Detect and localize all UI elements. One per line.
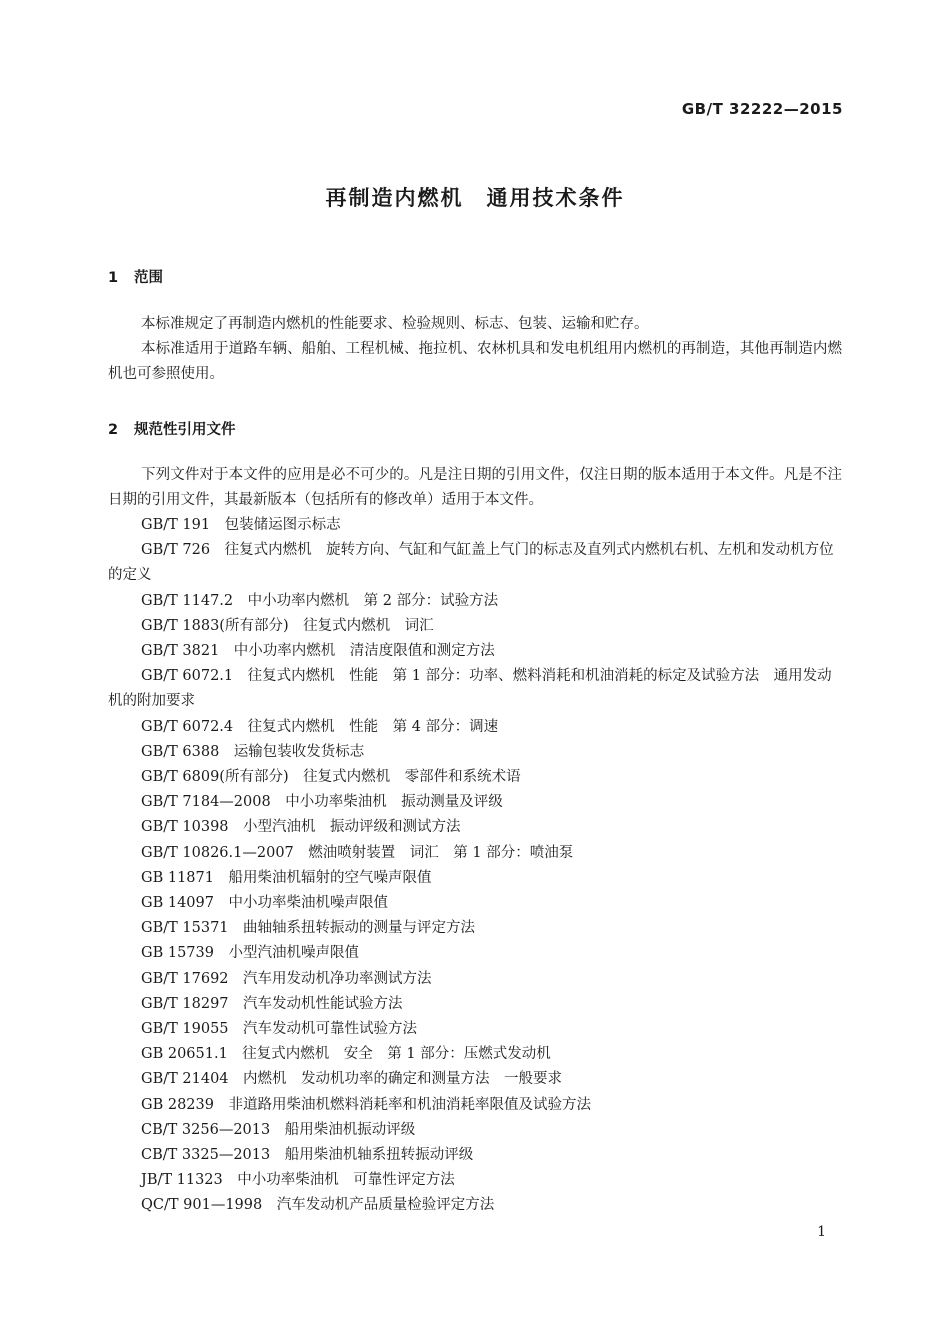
section-1-title: 范围: [134, 270, 163, 286]
reference-item: QC/T 901—1998 汽车发动机产品质量检验评定方法: [141, 1197, 495, 1214]
reference-item: CB/T 3325—2013 船用柴油机轴系扭转振动评级: [141, 1147, 474, 1164]
document-title: 再制造内燃机 通用技术条件: [325, 186, 625, 210]
reference-list: [108, 513, 842, 1219]
reference-item: GB/T 18297 汽车发动机性能试验方法: [141, 995, 403, 1012]
section-1-body: [108, 312, 842, 388]
section-2-heading: [108, 418, 236, 439]
reference-item: GB/T 726 往复式内燃机 旋转方向、气缸和气缸盖上气门的标志及直列式内燃机右机、左机和发动机方位的定义: [108, 542, 834, 584]
reference-item: GB 14097 中小功率柴油机噪声限值: [141, 895, 388, 912]
reference-item: GB/T 6388 运输包装收发货标志: [141, 743, 365, 760]
section-2-title: 规范性引用文件: [134, 422, 236, 438]
reference-item: GB/T 6072.4 往复式内燃机 性能 第 4 部分：调速: [141, 718, 499, 735]
standard-number: GB/T 32222—2015: [681, 100, 843, 118]
references-intro-paragraph: 下列文件对于本文件的应用是必不可少的。凡是注日期的引用文件，仅注日期的版本适用于本文件。凡是不注日期的引用文件，其最新版本（包括所有的修改单）适用于本文件。: [108, 467, 842, 509]
scope-paragraph-1: 本标准规定了再制造内燃机的性能要求、检验规则、标志、包装、运输和贮存。: [141, 316, 649, 332]
reference-item: GB/T 7184—2008 中小功率柴油机 振动测量及评级: [141, 794, 503, 811]
reference-item: GB 20651.1 往复式内燃机 安全 第 1 部分：压燃式发动机: [141, 1046, 551, 1063]
reference-item: CB/T 3256—2013 船用柴油机振动评级: [141, 1121, 416, 1138]
reference-item: GB/T 10398 小型汽油机 振动评级和测试方法: [141, 819, 461, 836]
reference-item: GB 15739 小型汽油机噪声限值: [141, 945, 359, 962]
reference-item: JB/T 11323 中小功率柴油机 可靠性评定方法: [141, 1172, 455, 1189]
reference-item: GB/T 1147.2 中小功率内燃机 第 2 部分：试验方法: [141, 592, 499, 609]
reference-item: GB/T 17692 汽车用发动机净功率测试方法: [141, 970, 432, 987]
reference-item: GB/T 15371 曲轴轴系扭转振动的测量与评定方法: [141, 920, 476, 937]
reference-item: GB/T 19055 汽车发动机可靠性试验方法: [141, 1021, 418, 1038]
scope-paragraph-2: 本标准适用于道路车辆、船舶、工程机械、拖拉机、农林机具和发电机组用内燃机的再制造，其他再制造内燃机也可参照使用。: [108, 341, 842, 383]
section-1-number: 1: [108, 270, 119, 286]
reference-item: GB 11871 船用柴油机辐射的空气噪声限值: [141, 869, 432, 886]
reference-item: GB 28239 非道路用柴油机燃料消耗率和机油消耗率限值及试验方法: [141, 1096, 591, 1113]
reference-item: GB/T 10826.1—2007 燃油喷射装置 词汇 第 1 部分：喷油泵: [141, 844, 574, 861]
reference-item: GB/T 6072.1 往复式内燃机 性能 第 1 部分：功率、燃料消耗和机油消耗的标定及试验方法 通用发动机的附加要求: [108, 668, 832, 710]
reference-item: GB/T 6809(所有部分) 往复式内燃机 零部件和系统术语: [141, 769, 521, 786]
reference-item: GB/T 3821 中小功率内燃机 清洁度限值和测定方法: [141, 643, 495, 660]
reference-item: GB/T 1883(所有部分) 往复式内燃机 词汇: [141, 617, 434, 634]
page-number: 1: [817, 1224, 826, 1240]
section-2-intro: [108, 463, 842, 513]
section-2-number: 2: [108, 422, 119, 438]
reference-item: GB/T 21404 内燃机 发动机功率的确定和测量方法 一般要求: [141, 1071, 563, 1088]
section-1-heading: [108, 266, 163, 287]
reference-item: GB/T 191 包装储运图示标志: [141, 517, 341, 533]
